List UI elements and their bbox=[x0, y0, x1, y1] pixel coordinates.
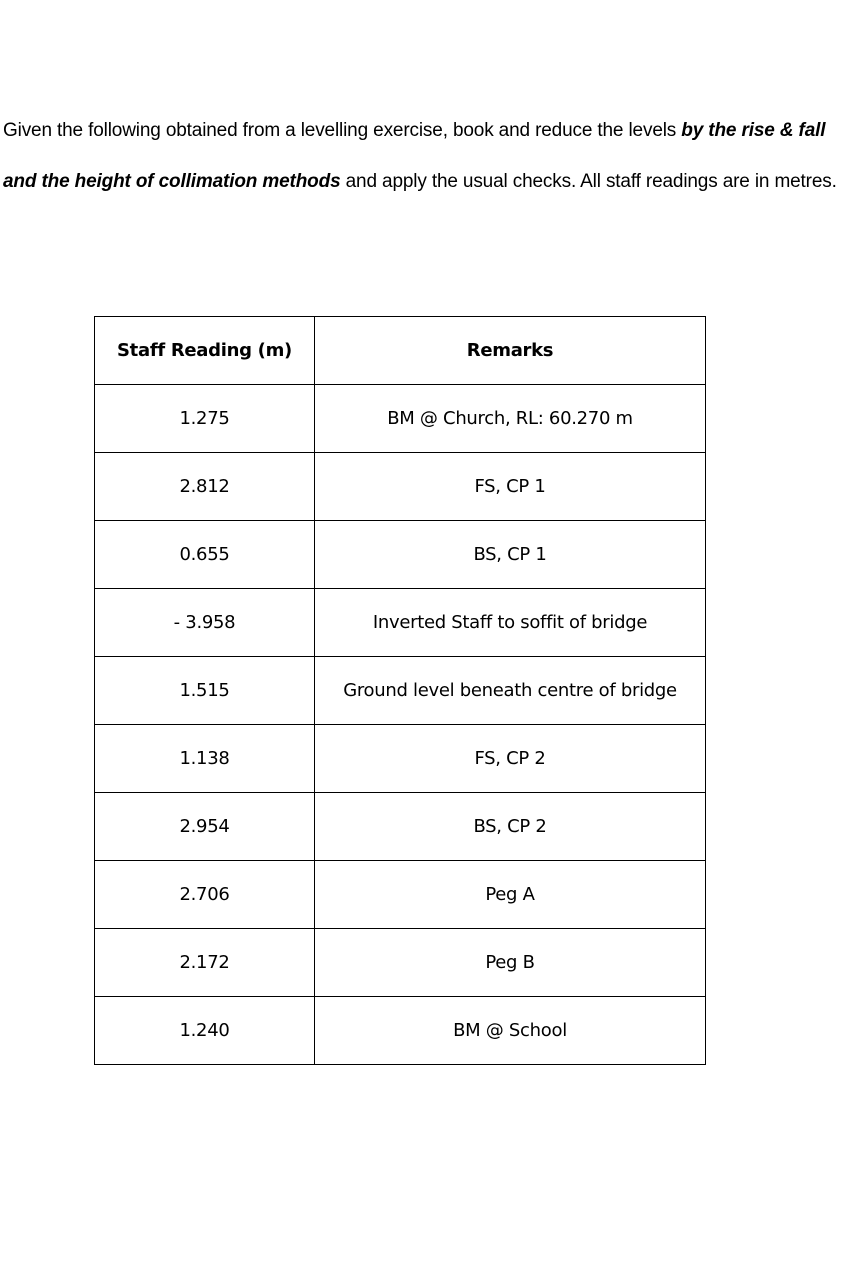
remark-cell: Inverted Staff to soffit of bridge bbox=[315, 589, 706, 657]
staff-reading-cell: 0.655 bbox=[95, 521, 315, 589]
staff-reading-cell: 1.138 bbox=[95, 725, 315, 793]
remark-cell: FS, CP 2 bbox=[315, 725, 706, 793]
remark-cell: Peg A bbox=[315, 861, 706, 929]
remark-cell: BS, CP 2 bbox=[315, 793, 706, 861]
staff-reading-cell: 1.515 bbox=[95, 657, 315, 725]
table-row bbox=[95, 793, 706, 861]
question-text-part1: Given the following obtained from a levelling exercise, book and reduce the levels bbox=[3, 120, 682, 141]
table-row bbox=[95, 589, 706, 657]
staff-reading-cell: 2.172 bbox=[95, 929, 315, 997]
staff-reading-cell: 1.240 bbox=[95, 997, 315, 1065]
remark-cell: Peg B bbox=[315, 929, 706, 997]
header-staff-reading: Staff Reading (m) bbox=[95, 317, 315, 385]
table-header-row bbox=[95, 317, 706, 385]
table-row bbox=[95, 997, 706, 1065]
remark-cell: BM @ Church, RL: 60.270 m bbox=[315, 385, 706, 453]
table-row bbox=[95, 725, 706, 793]
question-text-part2: and apply the usual checks. All staff readings are in metres. bbox=[340, 170, 837, 192]
table-row bbox=[95, 861, 706, 929]
remark-cell: BS, CP 1 bbox=[315, 521, 706, 589]
staff-reading-cell: 2.812 bbox=[95, 453, 315, 521]
staff-reading-cell: 2.706 bbox=[95, 861, 315, 929]
staff-readings-table-container bbox=[94, 316, 706, 1065]
table-row bbox=[95, 385, 706, 453]
question-methods-emphasis: by the rise & fall and the height of collimation methods bbox=[3, 120, 826, 192]
header-remarks: Remarks bbox=[315, 317, 706, 385]
staff-reading-cell: 1.275 bbox=[95, 385, 315, 453]
question-text bbox=[3, 106, 843, 207]
table-row bbox=[95, 657, 706, 725]
staff-reading-cell: - 3.958 bbox=[95, 589, 315, 657]
staff-readings-table bbox=[94, 316, 706, 1065]
staff-reading-cell: 2.954 bbox=[95, 793, 315, 861]
table-row bbox=[95, 453, 706, 521]
table-row bbox=[95, 929, 706, 997]
remark-cell: BM @ School bbox=[315, 997, 706, 1065]
table-row bbox=[95, 521, 706, 589]
remark-cell: FS, CP 1 bbox=[315, 453, 706, 521]
remark-cell: Ground level beneath centre of bridge bbox=[315, 657, 706, 725]
